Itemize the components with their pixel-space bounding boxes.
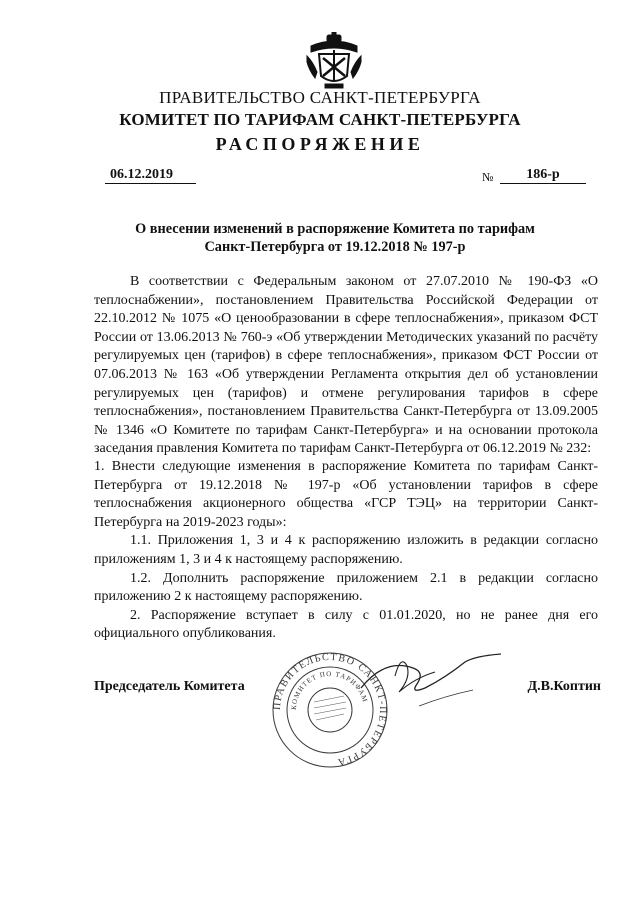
document-type: РАСПОРЯЖЕНИЕ [215,134,425,154]
items-section [94,458,598,644]
document-subject [100,220,570,256]
item-1: 1. Внести следующие изменения в распоряжение Комитета по тарифам Санкт-Петербурга от 19.12.2018 № 197-р «Об установлении тарифов в сфере теплоснабжения акционерного общества «ГСР ТЭЦ» на территории Санкт-Петербурга на 2019-2023 годы»: [94,459,598,530]
committee-title: КОМИТЕТ ПО ТАРИФАМ САНКТ-ПЕТЕРБУРГА [119,110,521,129]
item-1-2: 1.2. Дополнить распоряжение приложением 2.1 в редакции согласно приложению 2 к настоящему распоряжению. [94,570,598,605]
seal-outer-text: ПРАВИТЕЛЬСТВО САНКТ-ПЕТЕРБУРГА [271,651,389,768]
seal-inner-text: КОМИТЕТ ПО ТАРИФАМ [289,669,370,711]
document-date: 06.12.2019 [105,167,196,184]
subject-line-2: Санкт-Петербурга от 19.12.2018 № 197-р [204,239,466,255]
item-2: 2. Распоряжение вступает в силу с 01.01.2020, но не ранее дня его официального опубликования. [94,607,598,642]
signatory-position: Председатель Комитета [94,679,245,694]
document-number: 186-р [500,167,586,184]
item-1-1: 1.1. Приложения 1, 3 и 4 к распоряжению изложить в редакции согласно приложениям 1, 3 и 4 к настоящему распоряжению. [94,533,598,567]
handwritten-signature [355,648,505,718]
number-sign: № [482,170,494,184]
preamble-paragraph: В соответствии с Федеральным законом от 27.07.2010 № 190-ФЗ «О теплоснабжении», постановлением Правительства Российской Федерации от 22.10.2012 № 1075 «О ценообразовании в сфере теплоснабжения», приказом ФСТ России от 13.06.2013 № 760-э «Об утверждении Методических указаний по расчёту регулируемых цен (тарифов) в сфере теплоснабжения», приказом ФСТ России от 07.06.2013 № 163 «Об утверждении Регламента открытия дел об установлении регулируемых цен (тарифов) и отмене регулирования тарифов в сфере теплоснабжения», постановлением Правительства Санкт-Петербурга от 13.09.2005 № 1346 «О Комитете по тарифам Санкт-Петербурга» и на основании протокола заседания правления Комитета по тарифам Санкт-Петербурга от 06.12.2019 № 232: [94,274,598,457]
signatory-name: Д.В.Коптин [527,679,601,694]
subject-line-1: О внесении изменений в распоряжение Комитета по тарифам [135,221,535,237]
government-title: ПРАВИТЕЛЬСТВО САНКТ-ПЕТЕРБУРГА [159,88,481,107]
coat-of-arms-icon [305,32,363,90]
